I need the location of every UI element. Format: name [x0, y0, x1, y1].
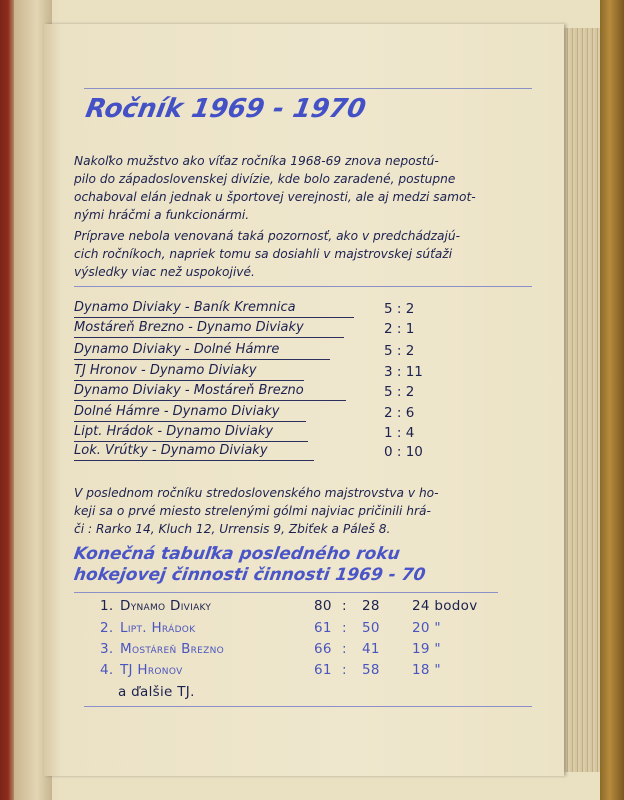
underline — [74, 380, 304, 381]
match-name: Lok. Vrútky - Dynamo Diviaky — [74, 443, 268, 458]
standings-sep: : — [342, 598, 347, 614]
intro-line: pilo do západoslovenskej divízie, kde bolo zaradené, postupne — [74, 172, 456, 186]
intro-line: cich ročníkoch, napriek tomu sa dosiahli v majstrovskej súťaži — [74, 247, 453, 261]
match-score: 1 : 4 — [384, 425, 415, 441]
standings-pts: 24 bodov — [412, 598, 478, 614]
top-rule — [84, 88, 532, 89]
standings-pos: 4. — [100, 662, 114, 678]
match-name: Dolné Hámre - Dynamo Diviaky — [74, 404, 280, 419]
underline — [74, 400, 346, 401]
section-rule — [74, 286, 532, 287]
scorers-line: V poslednom ročníku stredoslovenského majstrovstva v ho- — [74, 486, 439, 500]
standings-ga: 50 — [362, 620, 380, 636]
table-heading-line: Konečná tabuľka posledného roku — [72, 544, 402, 564]
match-score: 2 : 6 — [384, 405, 415, 421]
standings-gf: 66 — [314, 641, 332, 657]
standings-gf: 80 — [314, 598, 332, 614]
match-name: TJ Hronov - Dynamo Diviaky — [74, 363, 257, 378]
standings-team: Lipt. Hrádok — [120, 620, 196, 636]
standings-sep: : — [342, 620, 347, 636]
scorers-line: keji sa o prvé miesto strelenými gólmi najviac pričinili hrá- — [74, 504, 431, 518]
underline — [74, 460, 314, 461]
table-top-rule — [74, 592, 498, 593]
match-score: 2 : 1 — [384, 321, 415, 337]
underline — [74, 441, 308, 442]
standings-pos: 2. — [100, 620, 114, 636]
underline — [74, 421, 306, 422]
intro-line: nými hráčmi a funkcionármi. — [74, 208, 250, 222]
match-score: 5 : 2 — [384, 384, 415, 400]
standings-pts: 18 " — [412, 662, 441, 678]
match-name: Dynamo Diviaky - Baník Kremnica — [74, 300, 296, 315]
scorers-line: či : Rarko 14, Kluch 12, Urrensis 9, Zbiťek a Páleš 8. — [74, 522, 391, 536]
table-heading-line: hokejovej činnosti činnosti 1969 - 70 — [72, 565, 427, 585]
page-edges — [560, 28, 600, 772]
standings-sep: : — [342, 662, 347, 678]
underline — [74, 317, 354, 318]
match-score: 5 : 2 — [384, 301, 415, 317]
standings-ga: 41 — [362, 641, 380, 657]
match-score: 0 : 10 — [384, 444, 423, 460]
match-score: 3 : 11 — [384, 364, 423, 380]
and-others: a ďalšie TJ. — [118, 684, 195, 700]
match-name: Lipt. Hrádok - Dynamo Diviaky — [74, 424, 274, 439]
underline — [74, 337, 344, 338]
standings-pos: 3. — [100, 641, 114, 657]
standings-sep: : — [342, 641, 347, 657]
match-name: Dynamo Diviaky - Dolné Hámre — [74, 342, 280, 357]
underline — [74, 359, 330, 360]
standings-team: Dynamo Diviaky — [120, 598, 212, 614]
standings-gf: 61 — [314, 662, 332, 678]
page-title: Ročník 1969 - 1970 — [83, 94, 369, 124]
intro-line: výsledky viac než uspokojivé. — [74, 265, 255, 279]
scrapbook-page — [44, 24, 564, 776]
standings-pts: 19 " — [412, 641, 441, 657]
match-score: 5 : 2 — [384, 343, 415, 359]
intro-line: Príprave nebola venovaná taká pozornosť, ako v predchádzajú- — [74, 229, 461, 243]
bottom-rule — [84, 706, 532, 707]
standings-pos: 1. — [100, 598, 114, 614]
match-name: Mostáreň Brezno - Dynamo Diviaky — [74, 320, 304, 335]
standings-gf: 61 — [314, 620, 332, 636]
standings-team: Mostáreň Brezno — [120, 641, 225, 657]
intro-line: ochaboval elán jednak u športovej verejnosti, ale aj medzi samot- — [74, 190, 476, 204]
cover-edge — [600, 0, 624, 800]
standings-ga: 58 — [362, 662, 380, 678]
match-name: Dynamo Diviaky - Mostáreň Brezno — [74, 383, 304, 398]
standings-ga: 28 — [362, 598, 380, 614]
standings-team: TJ Hronov — [120, 662, 183, 678]
intro-line: Nakoľko mužstvo ako víťaz ročníka 1968-69 znova nepostú- — [74, 154, 439, 168]
standings-pts: 20 " — [412, 620, 441, 636]
